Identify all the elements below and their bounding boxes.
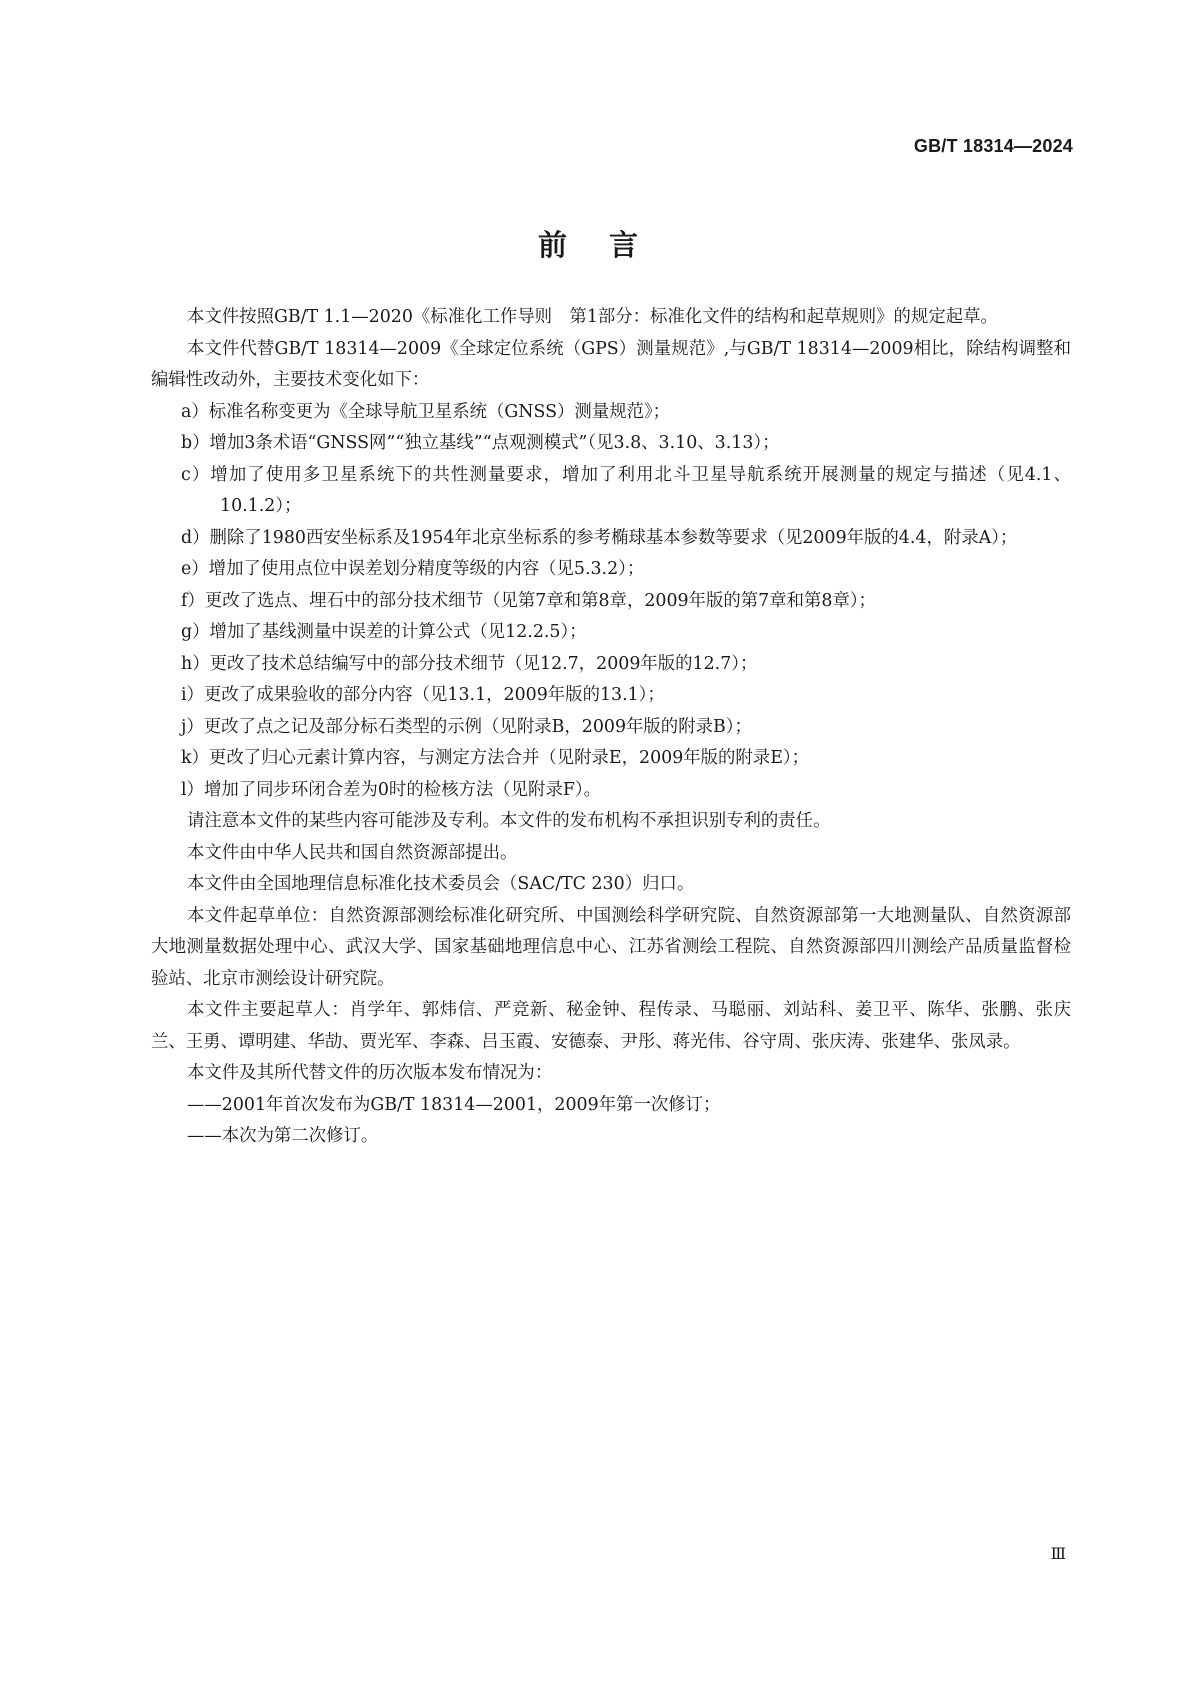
document-code: GB/T 18314—2024: [913, 136, 1073, 156]
history-item: ——2001年首次发布为GB/T 18314—2001，2009年第一次修订；: [187, 1094, 721, 1115]
paragraph-drafting-units: 本文件起草单位：自然资源部测绘标准化研究所、中国测绘科学研究院、自然资源部第一大地测量队、自然资源部大地测量数据处理中心、武汉大学、国家基础地理信息中心、江苏省测绘工程院、自然资源部四川测绘产品质量监督检验站、北京市测绘设计研究院。: [151, 905, 1071, 989]
change-item: g）增加了基线测量中误差的计算公式（见12.2.5）；: [181, 622, 587, 642]
paragraph-drafters: 本文件主要起草人：肖学年、郭炜信、严竞新、秘金钟、程传录、马聪丽、刘站科、姜卫平、陈华、张鹏、张庆兰、王勇、谭明建、华劼、贾光军、李森、吕玉霞、安德泰、尹彤、蒋光伟、谷守周、张庆涛、张建华、张凤录。: [151, 1000, 1071, 1052]
change-item: a）标准名称变更为《全球导航卫星系统（GNSS）测量规范》；: [181, 401, 671, 422]
history-item: ——本次为第二次修订。: [187, 1126, 379, 1146]
page-number: Ⅲ: [1050, 1544, 1066, 1563]
change-item: l）增加了同步环闭合差为0时的检核方法（见附录F）。: [181, 779, 601, 800]
paragraph-centralized-by: 本文件由全国地理信息标准化技术委员会（SAC/TC 230）归口。: [187, 874, 695, 894]
paragraph-replacement: 本文件代替GB/T 18314—2009《全球定位系统（GPS）测量规范》,与GB/T 18314—2009相比，除结构调整和编辑性改动外，主要技术变化如下：: [151, 338, 1071, 390]
page-title: 前言: [537, 228, 680, 263]
change-item: d）删除了1980西安坐标系及1954年北京坐标系的参考椭球基本参数等要求（见2009年版的4.4，附录A）；: [181, 527, 1018, 548]
change-item: j）更改了点之记及部分标石类型的示例（见附录B，2009年版的附录B）；: [181, 716, 752, 737]
change-item: f）更改了选点、埋石中的部分技术细节（见第7章和第8章，2009年版的第7章和第8章）；: [181, 590, 876, 611]
foreword-body: [151, 302, 1071, 1153]
change-item: k）更改了归心元素计算内容，与测定方法合并（见附录E，2009年版的附录E）；: [181, 748, 809, 768]
paragraph-proposed-by: 本文件由中华人民共和国自然资源部提出。: [187, 842, 518, 863]
paragraph-patent-notice: 请注意本文件的某些内容可能涉及专利。本文件的发布机构不承担识别专利的责任。: [187, 811, 831, 831]
change-item: c）增加了使用多卫星系统下的共性测量要求，增加了利用北斗卫星导航系统开展测量的规定与描述（见4.1、10.1.2）；: [181, 464, 1071, 516]
change-item: b）增加3条术语“GNSS网”“独立基线”“点观测模式”（见3.8、3.10、3.13）；: [181, 433, 780, 453]
change-item: h）更改了技术总结编写中的部分技术细节（见12.7，2009年版的12.7）；: [181, 653, 758, 674]
paragraph-history-intro: 本文件及其所代替文件的历次版本发布情况为：: [187, 1063, 553, 1083]
change-item: e）增加了使用点位中误差划分精度等级的内容（见5.3.2）；: [181, 559, 645, 579]
change-item: i）更改了成果验收的部分内容（见13.1，2009年版的13.1）；: [181, 685, 665, 705]
paragraph-drafting-rules: 本文件按照GB/T 1.1—2020《标准化工作导则 第1部分：标准化文件的结构和起草规则》的规定起草。: [187, 307, 998, 327]
